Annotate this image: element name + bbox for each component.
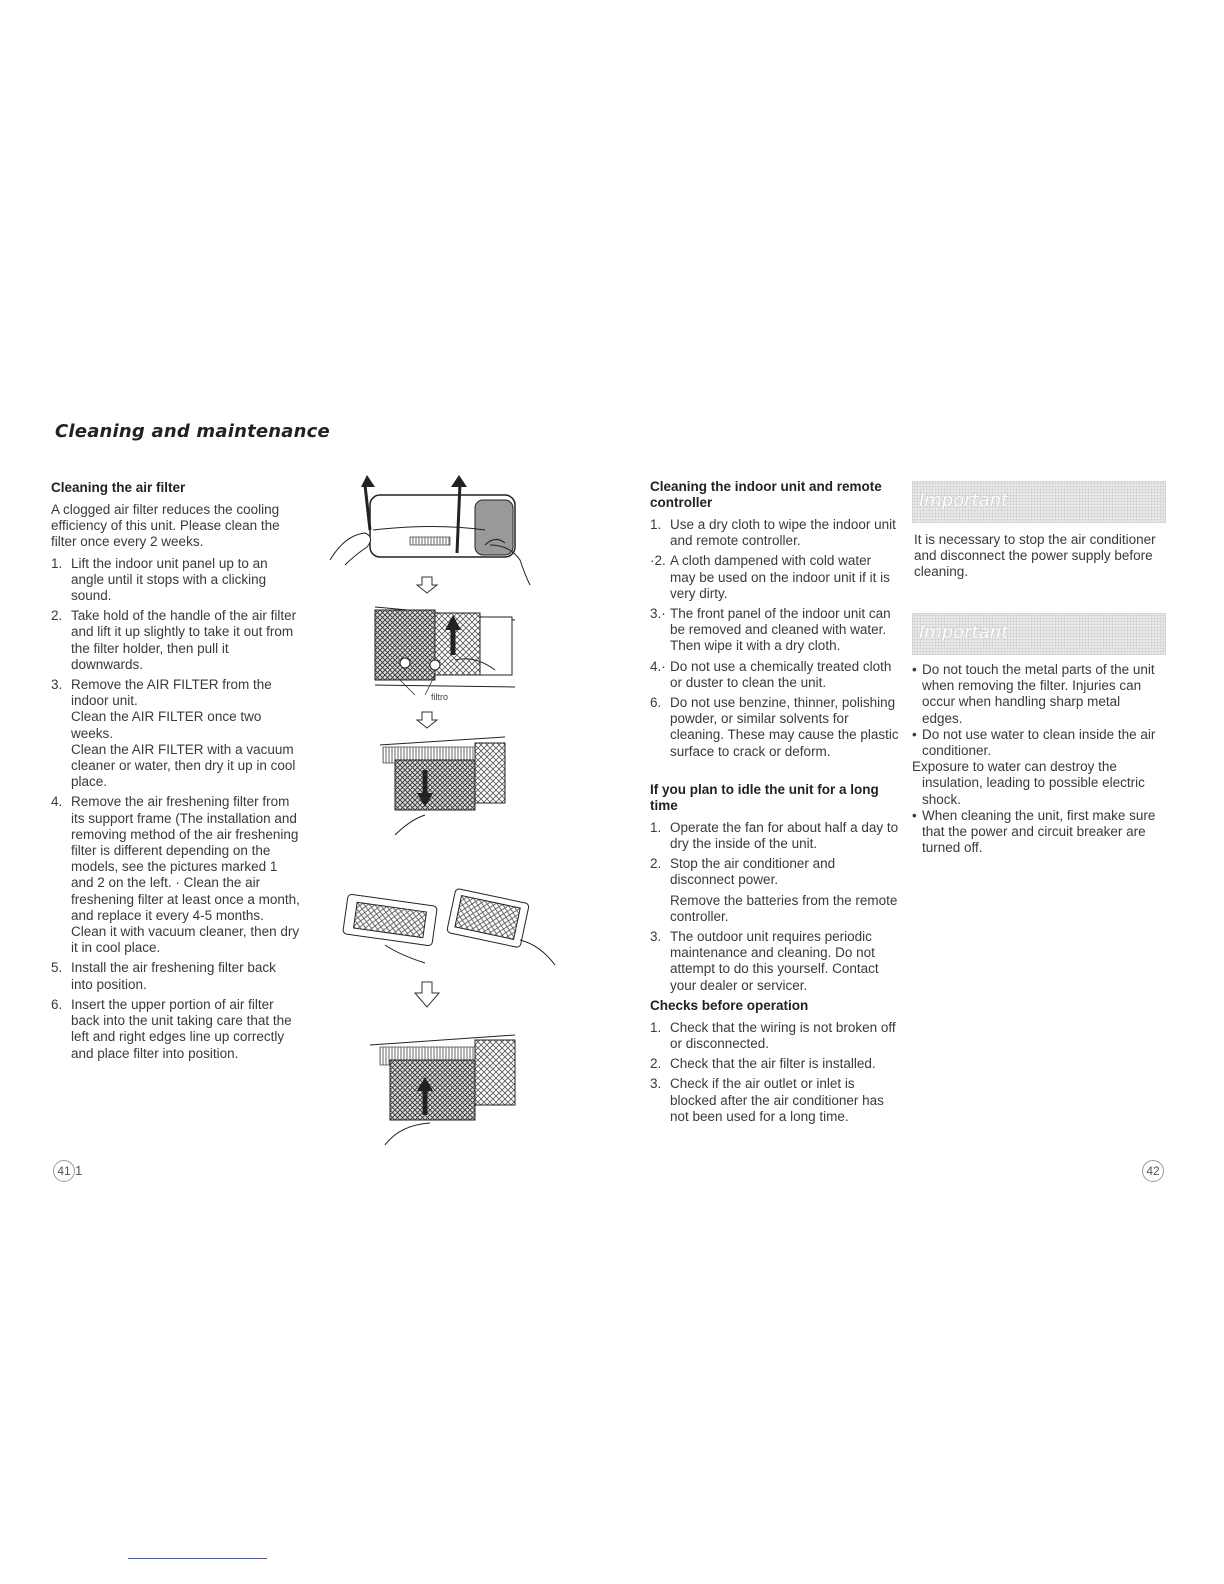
filter-illustrations [325, 475, 565, 1155]
air-filter-heading: Cleaning the air filter [51, 480, 186, 495]
step-number: 1. [51, 555, 63, 571]
figure-remove-filter [380, 737, 505, 835]
important-banner-2: Important [912, 613, 1166, 655]
left-text-column [51, 480, 301, 1066]
step-text: Take hold of the handle of the air filter and lift it up slightly to take it out from the filter holder, then pull it downwards. [71, 608, 297, 672]
step-text: Stop the air conditioner and disconnect power. [670, 856, 836, 888]
step-number: 3. [650, 1076, 662, 1092]
filtro-label: filtro [431, 692, 449, 702]
checks-steps [650, 1020, 900, 1125]
list-item [51, 677, 301, 790]
idle-unit-steps [650, 820, 900, 994]
list-item [51, 794, 301, 956]
step-number: 4. [51, 794, 63, 810]
list-item [51, 556, 301, 605]
step-number: 1. [650, 819, 662, 835]
step-number: 5. [51, 960, 63, 976]
step-number: 1. [650, 517, 662, 532]
figure-pull-filter [375, 607, 515, 695]
step-text: The outdoor unit requires periodic maintenance and cleaning. Do not attempt to do this yourself. Contact your dealer or servicer. [670, 929, 879, 993]
important-bullet: • Do not use water to clean inside the air conditioner. [912, 726, 1156, 759]
bottom-rule [128, 1558, 267, 1559]
checks-heading: Checks before operation [650, 997, 809, 1013]
page-number-right: 42 [1142, 1160, 1164, 1182]
step-text: Remove the AIR FILTER from the indoor unit. [71, 677, 272, 709]
figure-insert-filter [370, 1035, 515, 1145]
list-item [650, 606, 900, 655]
list-item [650, 517, 900, 549]
important-note: Exposure to water can destroy the insulation, leading to possible electric shock. [912, 759, 1145, 807]
indoor-unit-steps [650, 517, 900, 760]
arrow-down-icon [417, 712, 437, 728]
list-item [650, 1056, 900, 1072]
list-item [650, 856, 900, 925]
step-number: 1. [650, 1019, 662, 1035]
step-text: Check that the wiring is not broken off or disconnected. [670, 1019, 896, 1052]
step-text: Insert the upper portion of air filter back into the unit taking care that the left and right edges line up correctly and place filter into position. [71, 996, 292, 1061]
idle-unit-heading: If you plan to idle the unit for a long time [650, 781, 879, 813]
step-number: 3. [650, 929, 662, 945]
step-number: 2. [650, 856, 662, 872]
step-number: 3.· [650, 606, 666, 622]
step-text: A cloth dampened with cold water may be used on the indoor unit if it is very dirty. [670, 553, 890, 601]
important-banner-1: Important [912, 481, 1166, 523]
list-item [650, 553, 900, 602]
list-item [650, 1076, 900, 1125]
step-number: ·2. [650, 553, 666, 569]
list-item [650, 1020, 900, 1052]
list-item [51, 960, 301, 992]
step-text: Check that the air filter is installed. [670, 1056, 876, 1072]
figure-lift-panel [330, 475, 530, 585]
step-text: Lift the indoor unit panel up to an angle until it stops with a clicking sound. [71, 555, 268, 604]
important-bullet: • Do not touch the metal parts of the unit when removing the filter. Injuries can occur when handling sharp metal edges. [912, 662, 1155, 726]
step-number: 4.· [650, 658, 666, 674]
step-number: 3. [51, 677, 63, 693]
step-number: 6. [650, 695, 662, 711]
step-text: Install the air freshening filter back into position. [71, 960, 276, 992]
step-text: Do not use benzine, thinner, polishing powder, or similar solvents for cleaning. These may cause the plastic surface to crack or deform. [670, 695, 899, 759]
step-text: The front panel of the indoor unit can be removed and cleaned with water. Then wipe it with a dry cloth. [670, 606, 891, 654]
important-list-2 [912, 662, 1164, 856]
page-number-left: 41 1 [53, 1160, 82, 1182]
important-bullet: • When cleaning the unit, first make sure that the power and circuit breaker are turned off. [912, 807, 1156, 856]
page-title: Cleaning and maintenance [55, 421, 330, 442]
step-text: Clean the AIR FILTER with a vacuum cleaner or water, then dry it up in cool place. [71, 741, 296, 790]
step-text: Clean the AIR FILTER once two weeks. [71, 709, 262, 741]
list-item [650, 659, 900, 691]
step-text: Check if the air outlet or inlet is blocked after the air conditioner has not been used for a long time. [670, 1076, 884, 1124]
list-item [650, 695, 900, 760]
arrow-down-icon [417, 577, 437, 593]
figure-freshening-filter [343, 888, 555, 965]
step-text: Use a dry cloth to wipe the indoor unit and remote controller. [670, 517, 896, 549]
step-number: 6. [51, 996, 63, 1012]
step-number: 2. [650, 1056, 662, 1072]
middle-text-column [650, 479, 900, 1129]
step-text: Remove the air freshening filter from its support frame (The installation and removing method of the air freshening filter is different depending on the models, see the pictures marked 1 and 2 on the left. · Clean the air freshening filter at least once a month, and replace it every 4-5 months. [71, 794, 300, 923]
list-item [51, 608, 301, 673]
step-text: Operate the fan for about half a day to dry the inside of the unit. [670, 819, 899, 852]
air-filter-intro: A clogged air filter reduces the cooling efficiency of this unit. Please clean the filter once every 2 weeks. [51, 502, 280, 550]
step-number: 2. [51, 608, 63, 624]
air-filter-steps [51, 556, 301, 1062]
step-text: Clean it with vacuum cleaner, then dry it in cool place. [71, 924, 300, 956]
list-item [650, 929, 900, 994]
list-item [51, 997, 301, 1062]
indoor-unit-heading: Cleaning the indoor unit and remote controller [650, 479, 882, 510]
step-text: Do not use a chemically treated cloth or duster to clean the unit. [670, 658, 892, 690]
list-item [650, 820, 900, 852]
important-text-1: It is necessary to stop the air conditioner and disconnect the power supply before cleaning. [914, 532, 1156, 580]
step-text: Remove the batteries from the remote controller. [670, 892, 898, 924]
arrow-down-icon [415, 982, 439, 1007]
